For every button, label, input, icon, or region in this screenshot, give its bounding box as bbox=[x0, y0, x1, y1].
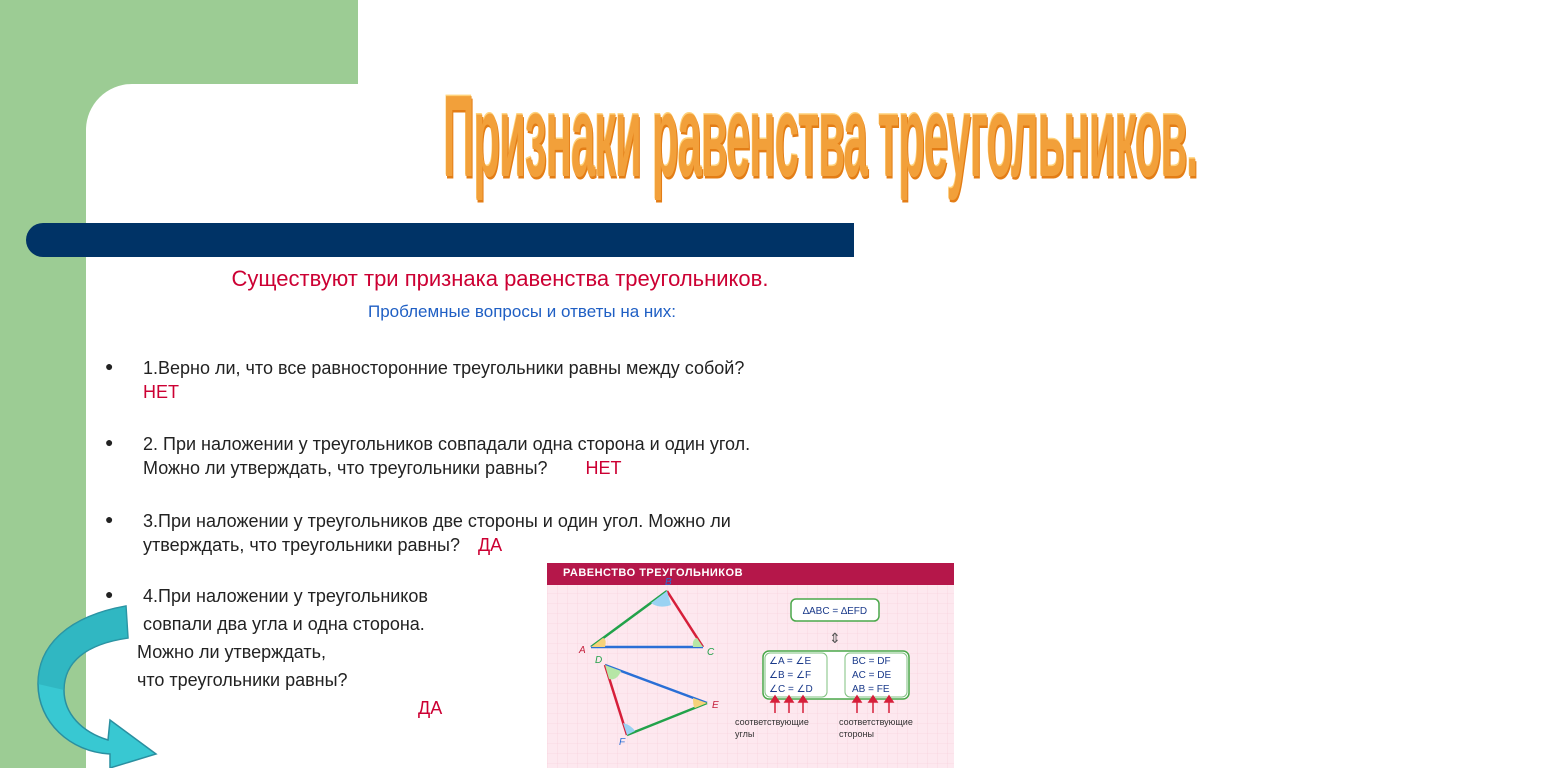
question-2-line1: 2. При наложении у треугольников совпадали одна сторона и один угол. bbox=[143, 434, 751, 454]
question-2-answer: НЕТ bbox=[585, 458, 622, 478]
slide-title: Признаки равенства треугольников. bbox=[443, 71, 1198, 201]
equation-text: ∆ABC = ∆EFD bbox=[802, 606, 868, 617]
bullet-4: ● bbox=[105, 586, 114, 602]
bullet-1: ● bbox=[105, 358, 114, 374]
question-4-line2: совпали два угла и одна сторона. bbox=[143, 614, 425, 634]
angle-eq-3: ∠C = ∠D bbox=[769, 684, 813, 695]
question-4-line1: 4.При наложении у треугольников bbox=[143, 586, 428, 606]
question-2 bbox=[143, 432, 750, 480]
side-eq-1: BC = DF bbox=[852, 656, 891, 667]
label-angles-1: соответствующие bbox=[735, 717, 809, 727]
angle-eq-2: ∠B = ∠F bbox=[769, 670, 812, 681]
vertex-a-label: A bbox=[579, 645, 586, 656]
vertex-b-label: B bbox=[665, 577, 672, 588]
question-1-text: 1.Верно ли, что все равносторонние треугольники равны между собой? bbox=[143, 358, 745, 378]
triangles-figure bbox=[547, 563, 954, 768]
curved-arrow-icon bbox=[30, 604, 160, 768]
figure-drawing bbox=[547, 563, 954, 768]
questions-heading: Проблемные вопросы и ответы на них: bbox=[367, 302, 677, 321]
vertex-f-label: F bbox=[619, 737, 626, 748]
figure-header-text: РАВЕНСТВО ТРЕУГОЛЬНИКОВ bbox=[563, 567, 744, 579]
question-4-answer: ДА bbox=[418, 698, 443, 718]
question-3-answer: ДА bbox=[477, 535, 503, 555]
question-3-line1: 3.При наложении у треугольников две стороны и один угол. Можно ли bbox=[143, 511, 731, 531]
label-sides-1: соответствующие bbox=[839, 717, 913, 727]
slide-subtitle: Существуют три признака равенства треугольников. bbox=[231, 266, 769, 291]
vertex-e-label: E bbox=[712, 700, 719, 711]
bullet-2: ● bbox=[105, 434, 114, 450]
question-1 bbox=[143, 356, 744, 404]
side-eq-3: AB = FE bbox=[852, 684, 890, 695]
angle-eq-1: ∠A = ∠E bbox=[769, 656, 812, 667]
bullet-3: ● bbox=[105, 511, 114, 527]
vertex-c-label: C bbox=[707, 647, 715, 658]
question-3-line2: утверждать, что треугольники равны? bbox=[143, 535, 460, 555]
question-1-answer: НЕТ bbox=[143, 382, 179, 402]
label-sides-2: стороны bbox=[839, 729, 874, 739]
label-angles-2: углы bbox=[735, 729, 755, 739]
question-4-line4: что треугольники равны? bbox=[137, 670, 348, 690]
question-3 bbox=[143, 509, 731, 557]
question-4-line3: Можно ли утверждать, bbox=[137, 642, 326, 662]
vertex-d-label: D bbox=[595, 655, 603, 666]
equivalence-icon: ⇕ bbox=[829, 631, 841, 647]
side-eq-2: AC = DE bbox=[852, 670, 892, 681]
question-2-line2: Можно ли утверждать, что треугольники равны? bbox=[143, 458, 548, 478]
title-divider-bar bbox=[26, 223, 854, 257]
